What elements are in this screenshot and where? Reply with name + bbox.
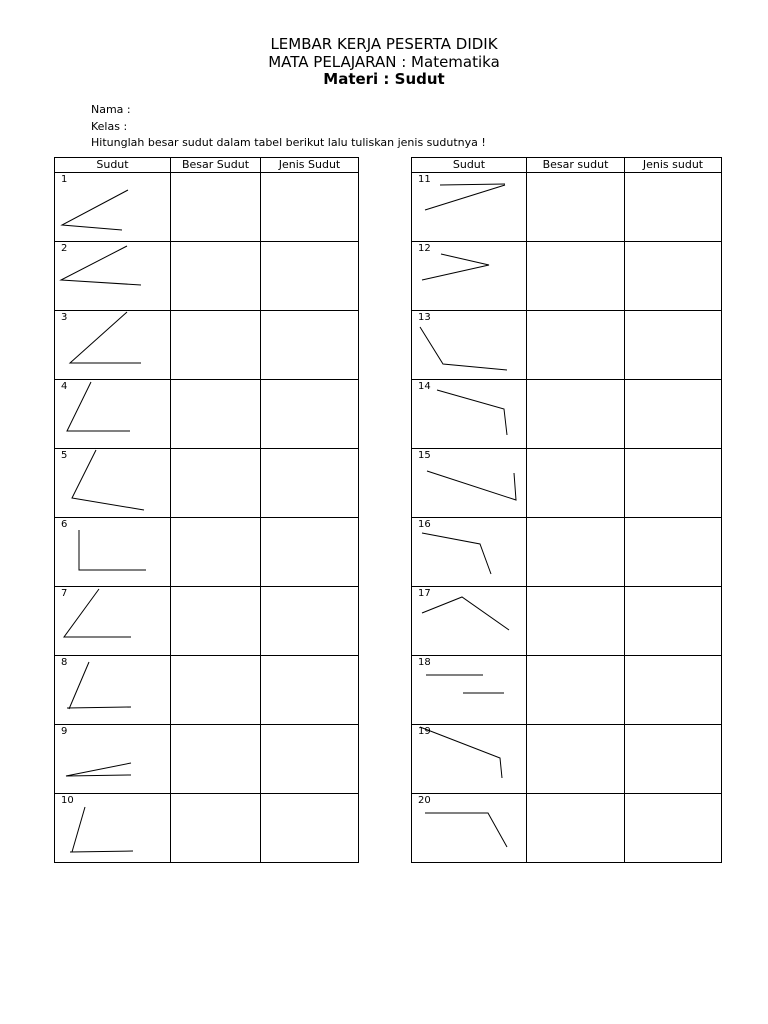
angle-number: 5 <box>61 450 68 461</box>
angle-cell <box>412 794 527 863</box>
jenis-sudut-answer-cell[interactable] <box>625 587 722 656</box>
jenis-sudut-answer-cell[interactable] <box>261 725 359 794</box>
angle-cell <box>55 311 171 380</box>
jenis-sudut-answer-cell[interactable] <box>625 794 722 863</box>
angle-figure <box>412 656 526 724</box>
header-sudut: Sudut <box>412 158 527 173</box>
besar-sudut-answer-cell[interactable] <box>171 380 261 449</box>
topic-line: Materi : Sudut <box>323 70 445 88</box>
angle-number: 15 <box>418 450 431 461</box>
besar-sudut-answer-cell[interactable] <box>527 725 625 794</box>
angle-line <box>422 533 491 574</box>
worksheet-title: LEMBAR KERJA PESERTA DIDIK <box>270 35 498 53</box>
angle-number: 13 <box>418 312 431 323</box>
table-row <box>412 587 722 656</box>
angle-figure <box>412 380 526 448</box>
angle-number: 19 <box>418 726 431 737</box>
angle-line <box>66 763 131 776</box>
table-row <box>55 380 359 449</box>
jenis-sudut-answer-cell[interactable] <box>261 380 359 449</box>
table-row <box>412 518 722 587</box>
jenis-sudut-answer-cell[interactable] <box>625 656 722 725</box>
angle-cell <box>55 587 171 656</box>
angle-number: 10 <box>61 795 74 806</box>
angle-cell <box>55 242 171 311</box>
table-row <box>55 794 359 863</box>
angle-number: 17 <box>418 588 431 599</box>
besar-sudut-answer-cell[interactable] <box>527 242 625 311</box>
angle-figure <box>412 173 526 241</box>
angle-cell <box>55 518 171 587</box>
angle-figure <box>412 725 526 793</box>
angle-number: 11 <box>418 174 431 185</box>
jenis-sudut-answer-cell[interactable] <box>625 242 722 311</box>
left-table-header-row <box>55 158 359 173</box>
angle-cell <box>412 587 527 656</box>
jenis-sudut-answer-cell[interactable] <box>261 242 359 311</box>
angle-line <box>70 851 133 852</box>
jenis-sudut-answer-cell[interactable] <box>261 449 359 518</box>
angle-line <box>425 185 505 210</box>
angle-figure <box>412 311 526 379</box>
besar-sudut-answer-cell[interactable] <box>527 587 625 656</box>
besar-sudut-answer-cell[interactable] <box>527 656 625 725</box>
angle-line <box>67 382 130 431</box>
angle-number: 2 <box>61 243 68 254</box>
table-row <box>412 656 722 725</box>
jenis-sudut-answer-cell[interactable] <box>261 794 359 863</box>
angle-line <box>70 312 141 363</box>
angle-figure <box>412 242 526 310</box>
angle-figure <box>55 725 169 793</box>
angle-number: 14 <box>418 381 431 392</box>
jenis-sudut-answer-cell[interactable] <box>625 449 722 518</box>
angle-line <box>69 662 89 709</box>
angle-cell <box>412 449 527 518</box>
angle-figure <box>412 587 526 655</box>
angle-figure <box>412 794 526 862</box>
subject-line: MATA PELAJARAN : Matematika <box>268 53 500 71</box>
angle-line <box>422 597 509 630</box>
angle-line <box>420 327 507 370</box>
jenis-sudut-answer-cell[interactable] <box>625 518 722 587</box>
angle-figure <box>412 518 526 586</box>
angle-cell <box>412 173 527 242</box>
besar-sudut-answer-cell[interactable] <box>171 794 261 863</box>
angle-figure <box>55 794 169 862</box>
besar-sudut-answer-cell[interactable] <box>171 656 261 725</box>
besar-sudut-answer-cell[interactable] <box>527 518 625 587</box>
angle-cell <box>55 449 171 518</box>
besar-sudut-answer-cell[interactable] <box>527 449 625 518</box>
besar-sudut-answer-cell[interactable] <box>527 794 625 863</box>
angle-number: 3 <box>61 312 68 323</box>
header-jenis-sudut: Jenis sudut <box>625 158 722 173</box>
table-row <box>55 242 359 311</box>
table-row <box>55 725 359 794</box>
angle-number: 18 <box>418 657 431 668</box>
header-jenis-sudut: Jenis Sudut <box>261 158 359 173</box>
angle-cell <box>412 725 527 794</box>
right-angle-table <box>411 157 722 863</box>
angle-number: 16 <box>418 519 431 530</box>
angle-figure <box>412 449 526 517</box>
table-row <box>55 173 359 242</box>
angle-line <box>79 530 146 570</box>
angle-figure <box>55 656 169 724</box>
angle-figure <box>55 242 169 310</box>
table-row <box>412 242 722 311</box>
angle-line <box>422 254 489 280</box>
table-row <box>55 449 359 518</box>
table-row <box>412 380 722 449</box>
table-row <box>55 518 359 587</box>
besar-sudut-answer-cell[interactable] <box>171 173 261 242</box>
besar-sudut-answer-cell[interactable] <box>171 449 261 518</box>
angle-line <box>72 450 144 510</box>
angle-cell <box>55 725 171 794</box>
angle-line <box>72 807 85 852</box>
angle-cell <box>55 380 171 449</box>
angle-cell <box>412 380 527 449</box>
angle-cell <box>55 656 171 725</box>
angle-number: 9 <box>61 726 68 737</box>
jenis-sudut-answer-cell[interactable] <box>261 656 359 725</box>
angle-figure <box>55 311 169 379</box>
besar-sudut-answer-cell[interactable] <box>527 380 625 449</box>
angle-figure <box>55 449 169 517</box>
jenis-sudut-answer-cell[interactable] <box>625 725 722 794</box>
angle-cell <box>412 656 527 725</box>
right-table-header-row <box>412 158 722 173</box>
angle-line <box>67 707 131 708</box>
angle-number: 7 <box>61 588 68 599</box>
jenis-sudut-answer-cell[interactable] <box>261 173 359 242</box>
table-row <box>412 794 722 863</box>
header-besar-sudut: Besar sudut <box>527 158 625 173</box>
angle-figure <box>55 518 169 586</box>
table-row <box>412 449 722 518</box>
angle-figure <box>55 380 169 448</box>
angle-line <box>440 184 505 185</box>
angle-line <box>420 727 502 778</box>
angle-cell <box>412 242 527 311</box>
left-angle-table <box>54 157 359 863</box>
table-row <box>55 311 359 380</box>
angle-line <box>64 589 131 637</box>
angle-cell <box>412 311 527 380</box>
angle-number: 6 <box>61 519 68 530</box>
angle-number: 20 <box>418 795 431 806</box>
header-sudut: Sudut <box>55 158 171 173</box>
besar-sudut-answer-cell[interactable] <box>171 587 261 656</box>
name-field-label: Nama : <box>91 103 131 116</box>
angle-number: 1 <box>61 174 68 185</box>
table-row <box>412 173 722 242</box>
angle-cell <box>55 794 171 863</box>
angle-number: 12 <box>418 243 431 254</box>
table-row <box>412 311 722 380</box>
besar-sudut-answer-cell[interactable] <box>171 311 261 380</box>
table-row <box>412 725 722 794</box>
table-row <box>55 656 359 725</box>
jenis-sudut-answer-cell[interactable] <box>261 311 359 380</box>
angle-number: 8 <box>61 657 68 668</box>
angle-number: 4 <box>61 381 68 392</box>
besar-sudut-answer-cell[interactable] <box>171 242 261 311</box>
angle-figure <box>55 587 169 655</box>
jenis-sudut-answer-cell[interactable] <box>261 587 359 656</box>
jenis-sudut-answer-cell[interactable] <box>625 311 722 380</box>
besar-sudut-answer-cell[interactable] <box>171 725 261 794</box>
jenis-sudut-answer-cell[interactable] <box>261 518 359 587</box>
angle-line <box>437 390 507 435</box>
jenis-sudut-answer-cell[interactable] <box>625 380 722 449</box>
angle-figure <box>55 173 169 241</box>
class-field-label: Kelas : <box>91 120 128 133</box>
table-row <box>55 587 359 656</box>
angle-line <box>425 813 507 847</box>
angle-line <box>427 471 516 500</box>
besar-sudut-answer-cell[interactable] <box>527 311 625 380</box>
besar-sudut-answer-cell[interactable] <box>171 518 261 587</box>
angle-cell <box>55 173 171 242</box>
angle-line <box>62 190 128 230</box>
instruction-text: Hitunglah besar sudut dalam tabel berikut lalu tuliskan jenis sudutnya ! <box>91 136 486 149</box>
jenis-sudut-answer-cell[interactable] <box>625 173 722 242</box>
angle-line <box>61 246 141 285</box>
header-besar-sudut: Besar Sudut <box>171 158 261 173</box>
besar-sudut-answer-cell[interactable] <box>527 173 625 242</box>
angle-cell <box>412 518 527 587</box>
